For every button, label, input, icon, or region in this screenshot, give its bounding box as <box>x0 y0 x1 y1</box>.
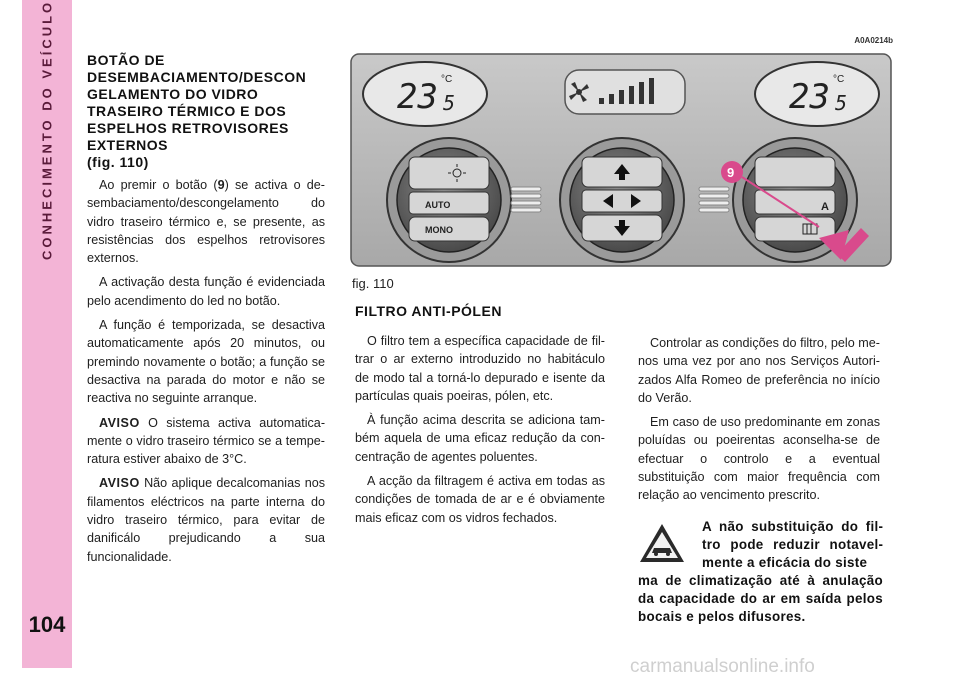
figure-caption: fig. 110 <box>352 276 394 291</box>
callout-number: 9 <box>727 165 735 180</box>
left-temp: 23 <box>397 77 438 117</box>
aviso-paragraph: AVISO Não aplique decalcomanias nos filamentos eléctricos na parte interna do vidro traseiro térmico, para evitar de danificálo prejudicando a sua funcionalidade. <box>87 476 326 564</box>
warning-car-icon <box>638 520 686 566</box>
right-unit: °C <box>833 74 845 85</box>
section-heading: FILTRO ANTI-PÓLEN <box>355 303 502 319</box>
aviso-paragraph: AVISO O sistema activa automaticamente o vidro traseiro térmico se a temperatura estiver abaixo de 3°C. <box>87 415 326 467</box>
figure-code: A0A0214b <box>854 36 893 45</box>
paragraph: Em caso de uso predominante em zonas poluídas ou poeirentas aconselha-se de efectuar o controlo e a eventual substituição com maior frequência com relação ao vencimento prescrito. <box>638 415 880 503</box>
paragraph: A função é temporizada, se desactiva automaticamente após 20 minutos, ou premindo novamente o botão; a função se desactiva na parada do motor e não se reactiva no seguinte arranque. <box>87 318 325 406</box>
paragraph: À função acima descrita se adiciona também aquela de uma eficaz redução da concentração de agentes poluentes. <box>355 413 605 464</box>
page-number: 104 <box>28 612 66 637</box>
paragraph: Controlar as condições do filtro, pelo menos uma vez por ano nos Serviços Autorizados Alfa Romeo de preferência no início do Verão. <box>638 336 880 405</box>
recirc-button-label: A <box>821 201 829 213</box>
paragraph: O filtro tem a específica capacidade de filtrar o ar externo introduzido no habitáculo de modo tal a torná-lo depurado e isente da partículas quais poeiras, pólen, etc. <box>355 334 605 403</box>
right-temp: 23 <box>789 77 830 117</box>
warning-text-first: A não substituição do filtro pode reduzir notavelmente a eficácia do siste <box>702 519 883 570</box>
left-unit: °C <box>441 74 453 85</box>
section-heading: BOTÃO DE DESEMBACIAMENTO/DESCON GELAMENTO DO VIDRO TRASEIRO TÉRMICO E DOS ESPELHOS RETROVISORES EXTERNOS (fig. 110) <box>87 52 307 170</box>
sidebar-title: CONHECIMENTO DO VEÍCULO <box>39 0 55 261</box>
warning-block <box>638 518 883 626</box>
warning-text-second: ma de climatização até à anulação da capacidade do ar em saída pelos bocais e pelos difusores. <box>638 573 883 624</box>
climate-panel-illustration <box>347 42 897 272</box>
left-temp-decimal: 5 <box>443 91 456 115</box>
climate-panel-figure <box>347 36 897 272</box>
paragraph: A activação desta função é evidenciada pelo acendimento do led no botão. <box>87 275 325 308</box>
mono-button-label: MONO <box>425 225 453 235</box>
watermark: carmanualsonline.info <box>630 656 815 677</box>
paragraph: Ao premir o botão (9) se activa o desembaciamento/descongelamento do vidro traseiro térmico e, se presente, as resistências dos espelhos retrovisores externos. <box>87 178 325 266</box>
paragraph: A acção da filtragem é activa em todas as condições de tomada de ar e é obviamente mais eficaz com os vidros fechados. <box>355 474 605 525</box>
section-pollen-filter <box>355 303 605 527</box>
sidebar <box>22 0 72 668</box>
section-rear-defrost <box>87 52 325 566</box>
auto-button-label: AUTO <box>425 200 451 210</box>
section-filter-maintenance <box>638 328 880 505</box>
right-temp-decimal: 5 <box>835 91 848 115</box>
